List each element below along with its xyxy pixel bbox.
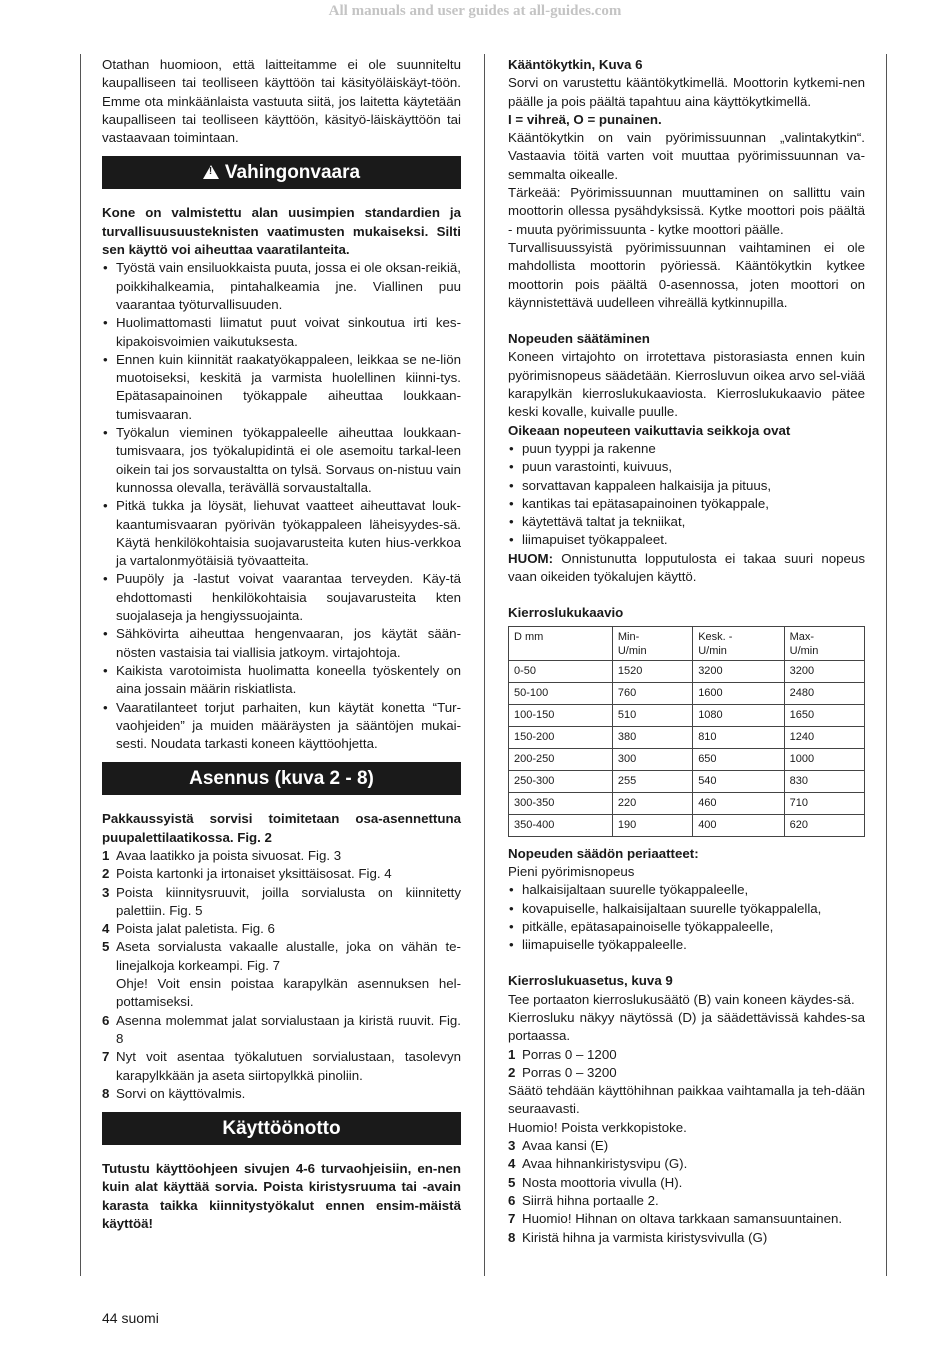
left-margin-rule (80, 54, 81, 1276)
step-text: Avaa kansi (E) (522, 1138, 609, 1154)
list-item: • liimapuiset työkappaleet. (508, 531, 865, 549)
step-number: 2 (508, 1064, 516, 1080)
list-item: • kantikas tai epätasapainoinen työkappale, (508, 495, 865, 513)
table-cell: 710 (784, 792, 864, 814)
table-cell: 1080 (693, 704, 784, 726)
asennus-banner: Asennus (kuva 2 - 8) (102, 762, 461, 795)
warning-banner (102, 156, 461, 189)
list-item: • Vaaratilanteet torjut parhaiten, kun käytät konetta “Tur-vaohjeiden” ja muiden määräysten ja sääntöjen mukai-sesti. Noudata tarkasti koneen käyttöohjetta. (102, 699, 461, 754)
table-row (509, 682, 865, 704)
kayttoonotto-lead: Tutustu käyttöohjeen sivujen 4-6 turvaohjeisiin, en-nen kuin alat käyttää sorvia. Poista kiristysruuma tai -avain karasta taikka kiinnitystyökalut ennen ensim-mäistä käyttöä! (102, 1161, 461, 1232)
list-item: • käytettävä taltat ja tekniikat, (508, 513, 865, 531)
right-column (508, 56, 865, 1247)
list-item (508, 1229, 865, 1247)
asetus-levels (508, 1046, 865, 1083)
list-item: • halkaisijaltaan suurelle työkappaleelle, (508, 881, 865, 899)
list-item: • Puupöly ja -lastut voivat vaarantaa terveyden. Käy-tä ehdottomasti henkilökohtaisia soujavarusteita kten suojalaseja ja hengiyssuojainta. (102, 570, 461, 625)
list-item (102, 920, 461, 938)
huom-text: Onnistunutta lopputulosta ei takaa suuri nopeus vaan oikeiden työkalujen käyttö. (508, 550, 865, 585)
list-item (508, 1155, 865, 1173)
table-row (509, 770, 865, 792)
kaanto-paragraph-3: Tärkeää: Pyörimissuunnan muuttaminen on sallittu vain moottorin ollessa pysähdyksissä. Kytke moottori pois päältä - muuta pyörimissuunta - kytke moottori päälle. (508, 185, 865, 237)
nopeus-heading: Nopeuden säätäminen (508, 331, 650, 347)
table-cell: 810 (693, 726, 784, 748)
warning-lead: Kone on valmistettu alan uusimpien standardien ja turvallisuusuusteknisten vaatimusten mukaiseksi. Silti sen käyttö voi aiheuttaa vaaratilanteita. (102, 205, 461, 258)
table-cell: 200-250 (509, 748, 613, 770)
table-cell: 2480 (784, 682, 864, 704)
left-column (102, 56, 461, 1233)
step-text: Nyt voit asentaa työkalutuen sorvialustaan, tasolevyn karapylkkään ja aseta siirtopylkkä pinoliin. (116, 1049, 461, 1083)
page-footer: 44 suomi (102, 1310, 159, 1326)
periaatteet-heading: Nopeuden säädön periaatteet: (508, 845, 699, 861)
right-margin-rule (886, 54, 887, 1276)
table-row (509, 792, 865, 814)
table-cell: 510 (612, 704, 692, 726)
watermark: All manuals and user guides at all-guides.com (328, 3, 622, 19)
list-item (102, 884, 461, 921)
table-header-cell: D mm (509, 626, 613, 660)
intro-paragraph: Otathan huomioon, että laitteitamme ei ole suunniteltu kaupalliseen tai teolliseen käyttöön tai käsityöläiskäyt-töön. Emme ota minkäänlaista vastuuta siitä, jos laitetta käytetään kaupalliseen tai teolliseen käyttöön, käsityö-läiskäyttöön tai vastaavaan toimintaan. (102, 57, 461, 146)
list-item: • Työkalun vieminen työkappaleelle aiheuttaa loukkaan-tumisvaara, jos työkalupidintä ei ole asemoitu tarkal-leen oikein tai jos sorvaustaltta on tylsä. Sorvaus on-nistuu vain kunnossa olevalla, terävällä sorvaustaltalla. (102, 424, 461, 497)
list-item (102, 847, 461, 865)
list-item: • puun varastointi, kuivuus, (508, 458, 865, 476)
list-item: • sorvattavan kappaleen halkaisija ja pituus, (508, 477, 865, 495)
nopeus-factors-heading: Oikeaan nopeuteen vaikuttavia seikkoja ovat (508, 422, 791, 438)
table-cell: 620 (784, 814, 864, 836)
list-item (508, 1046, 865, 1064)
step-text: Sorvi on käyttövalmis. (116, 1085, 246, 1101)
table-cell: 1520 (612, 660, 692, 682)
step-number: 8 (508, 1229, 516, 1245)
asetus-paragraph-1: Tee portaaton kierroslukusäätö (B) vain koneen käydes-sä. (508, 991, 855, 1007)
table-cell: 650 (693, 748, 784, 770)
table-cell: 100-150 (509, 704, 613, 726)
warning-triangle-icon (203, 165, 219, 179)
table-cell: 380 (612, 726, 692, 748)
step-number: 1 (508, 1046, 516, 1062)
asetus-heading: Kierroslukuasetus, kuva 9 (508, 973, 673, 989)
table-row (509, 660, 865, 682)
kaanto-switch-legend: I = vihreä, O = punainen. (508, 111, 662, 127)
huom-label: HUOM: (508, 550, 554, 566)
kaanto-paragraph-4: Turvallisuussyistä pyörimissuunnan vaihtaminen ei ole mahdollista moottorin pyöriessä. Kääntökytkin kytkee moottorin pois päältä 0-asennossa, joten moottori on käynnistettävä uudelleen vihreällä kytkinnupilla. (508, 239, 865, 310)
table-cell: 1650 (784, 704, 864, 726)
list-item: • liimapuiselle työkappaleelle. (508, 936, 865, 954)
table-cell: 460 (693, 792, 784, 814)
table-cell: 760 (612, 682, 692, 704)
table-cell: 350-400 (509, 814, 613, 836)
table-cell: 220 (612, 792, 692, 814)
step-text: Poista kartonki ja irtonaiset yksittäisosat. Fig. 4 (116, 866, 392, 882)
step-text: Porras 0 – 3200 (522, 1064, 617, 1080)
table-cell: 300 (612, 748, 692, 770)
list-item (102, 938, 461, 1011)
list-item (102, 865, 461, 883)
table-cell: 1000 (784, 748, 864, 770)
step-number: 2 (102, 866, 110, 882)
step-number: 4 (508, 1156, 516, 1172)
table-header-cell: Min- U/min (612, 626, 692, 660)
asetus-paragraph-4: Huomio! Poista verkkopistoke. (508, 1119, 687, 1135)
list-item (508, 1192, 865, 1210)
list-item: • Sähkövirta aiheuttaa hengenvaaran, jos käytät sään-nösten vastaisia tai viallisia jatkoym. virtajohtoja. (102, 625, 461, 662)
asennus-steps (102, 847, 461, 1103)
table-cell: 300-350 (509, 792, 613, 814)
step-number: 1 (102, 847, 110, 863)
table-cell: 400 (693, 814, 784, 836)
periaatteet-subheading: Pieni pyörimisnopeus (508, 863, 635, 879)
step-number: 7 (102, 1049, 110, 1065)
step-text: Huomio! Hihnan on oltava tarkkaan samansuuntainen. (522, 1211, 843, 1227)
table-header-cell: Max- U/min (784, 626, 864, 660)
asetus-paragraph-3: Säätö tehdään käyttöhihnan paikkaa vaihtamalla ja teh-dään seuraavasti. (508, 1083, 865, 1117)
step-number: 8 (102, 1085, 110, 1101)
list-item (508, 1137, 865, 1155)
list-item (508, 1064, 865, 1082)
step-text: Kiristä hihna ja varmista kiristysvivulla (G) (522, 1229, 768, 1245)
list-item (102, 1085, 461, 1103)
table-cell: 1240 (784, 726, 864, 748)
nopeus-paragraph: Koneen virtajohto on irrotettava pistorasiasta ennen kuin pyörimisnopeus säädetään. Kierrosluvun oikea arvo sel-viää karapylkän kierroslukukaaviosta. Kierroslukukaavio pätee keski kovalle, kuivalle puulle. (508, 349, 865, 420)
table-row (509, 748, 865, 770)
list-item: • Kaikista varotoimista huolimatta koneella työskentely on aina jossain määrin riskiatlista. (102, 662, 461, 699)
step-text: Aseta sorvialusta vakaalle alustalle, joka on vähän te-linejalkoja korkeampi. Fig. 7 (116, 939, 461, 973)
asetus-steps (508, 1137, 865, 1247)
kaanto-paragraph-2: Kääntökytkin on vain pyörimissuunnan „valintakytkin“. Vastaavia töitä varten voit muuttaa pyörimissuunnan va-semmalta oikealle. (508, 130, 865, 182)
list-item (508, 1210, 865, 1228)
step-number: 3 (508, 1138, 516, 1154)
table-cell: 150-200 (509, 726, 613, 748)
table-cell: 250-300 (509, 770, 613, 792)
step-number: 3 (102, 884, 110, 900)
step-number: 5 (102, 939, 110, 955)
table-cell: 50-100 (509, 682, 613, 704)
list-item: • puun tyyppi ja rakenne (508, 440, 865, 458)
step-text: Porras 0 – 1200 (522, 1046, 617, 1062)
step-note: Ohje! Voit ensin poistaa karapylkän asennuksen hel-pottamiseksi. (116, 976, 461, 1010)
step-number: 5 (508, 1174, 516, 1190)
asennus-lead: Pakkaussyistä sorvisi toimitetaan osa-asennettuna puupalettilaatikossa. Fig. 2 (102, 811, 461, 845)
list-item (102, 1012, 461, 1049)
speed-table (508, 626, 865, 837)
periaatteet-list (508, 881, 865, 954)
list-item (508, 1174, 865, 1192)
step-number: 6 (102, 1012, 110, 1028)
step-text: Nosta moottoria vivulla (H). (522, 1174, 683, 1190)
nopeus-factors-list (508, 440, 865, 550)
list-item: • pitkälle, epätasapainoiselle työkappaleelle, (508, 918, 865, 936)
table-row (509, 814, 865, 836)
table-header-row (509, 626, 865, 660)
step-text: Avaa hihnankiristysvipu (G). (522, 1156, 688, 1172)
step-text: Avaa laatikko ja poista sivuosat. Fig. 3 (116, 847, 342, 863)
huom-note (508, 550, 865, 587)
table-row (509, 726, 865, 748)
column-divider (484, 54, 485, 1276)
list-item (102, 1048, 461, 1085)
kayttoonotto-banner: Käyttöönotto (102, 1112, 461, 1145)
step-text: Poista kiinnitysruuvit, joilla sorvialusta on kiinnitetty palettiin. Fig. 5 (116, 884, 461, 918)
step-text: Siirrä hihna portaalle 2. (522, 1192, 659, 1208)
table-title: Kierroslukukaavio (508, 605, 624, 621)
table-cell: 3200 (784, 660, 864, 682)
table-header-cell: Kesk. - U/min (693, 626, 784, 660)
list-item: • kovapuiselle, halkaisijaltaan suurelle työkappalella, (508, 900, 865, 918)
warning-list (102, 259, 461, 753)
step-number: 4 (102, 921, 110, 937)
kaanto-paragraph-1: Sorvi on varustettu kääntökytkimellä. Moottorin kytkemi-nen päälle ja pois päältä tapahtuu aina käyttökytkimellä. (508, 75, 865, 109)
step-number: 7 (508, 1211, 516, 1227)
table-cell: 1600 (693, 682, 784, 704)
step-text: Asenna molemmat jalat sorvialustaan ja kiristä ruuvit. Fig. 8 (116, 1012, 461, 1046)
asetus-paragraph-2: Kierrosluku näkyy näytössä (D) ja säädettävissä kahdes-sa portaassa. (508, 1009, 865, 1044)
table-cell: 540 (693, 770, 784, 792)
step-number: 6 (508, 1192, 516, 1208)
kaanto-heading: Kääntökytkin, Kuva 6 (508, 57, 643, 72)
table-cell: 830 (784, 770, 864, 792)
step-text: Poista jalat paletista. Fig. 6 (116, 921, 275, 937)
list-item: • Työstä vain ensiluokkaista puuta, jossa ei ole oksan-reikiä, poikkihalkeamia, pintahalkeamia jne. Viallinen puu vaarantaa työturvallisuuden. (102, 259, 461, 314)
table-cell: 190 (612, 814, 692, 836)
table-cell: 255 (612, 770, 692, 792)
table-cell: 3200 (693, 660, 784, 682)
list-item: • Huolimattomasti liimatut puut voivat sinkoutua irti kes-kipakoisvoimien vaikutuksesta. (102, 314, 461, 351)
warning-title: Vahingonvaara (224, 162, 361, 184)
table-cell: 0-50 (509, 660, 613, 682)
table-row (509, 704, 865, 726)
list-item: • Ennen kuin kiinnität raakatyökappaleen, leikkaa se ne-liön muotoiseksi, keskitä ja varmista huolellinen kiinni-tys. Epätasapainoinen työkappale aiheuttaa loukkaan-tumisvaaran. (102, 351, 461, 424)
list-item: • Pitkä tukka ja löysät, liehuvat vaatteet aiheuttavat louk-kaantumisvaaran pyörivän työkappaleen läheisyydes-sä. Käytä henkilökohtaisia suojavarusteita kuten hius-verkkoa ja vartalonmyötäisiä työvaatteita. (102, 497, 461, 570)
